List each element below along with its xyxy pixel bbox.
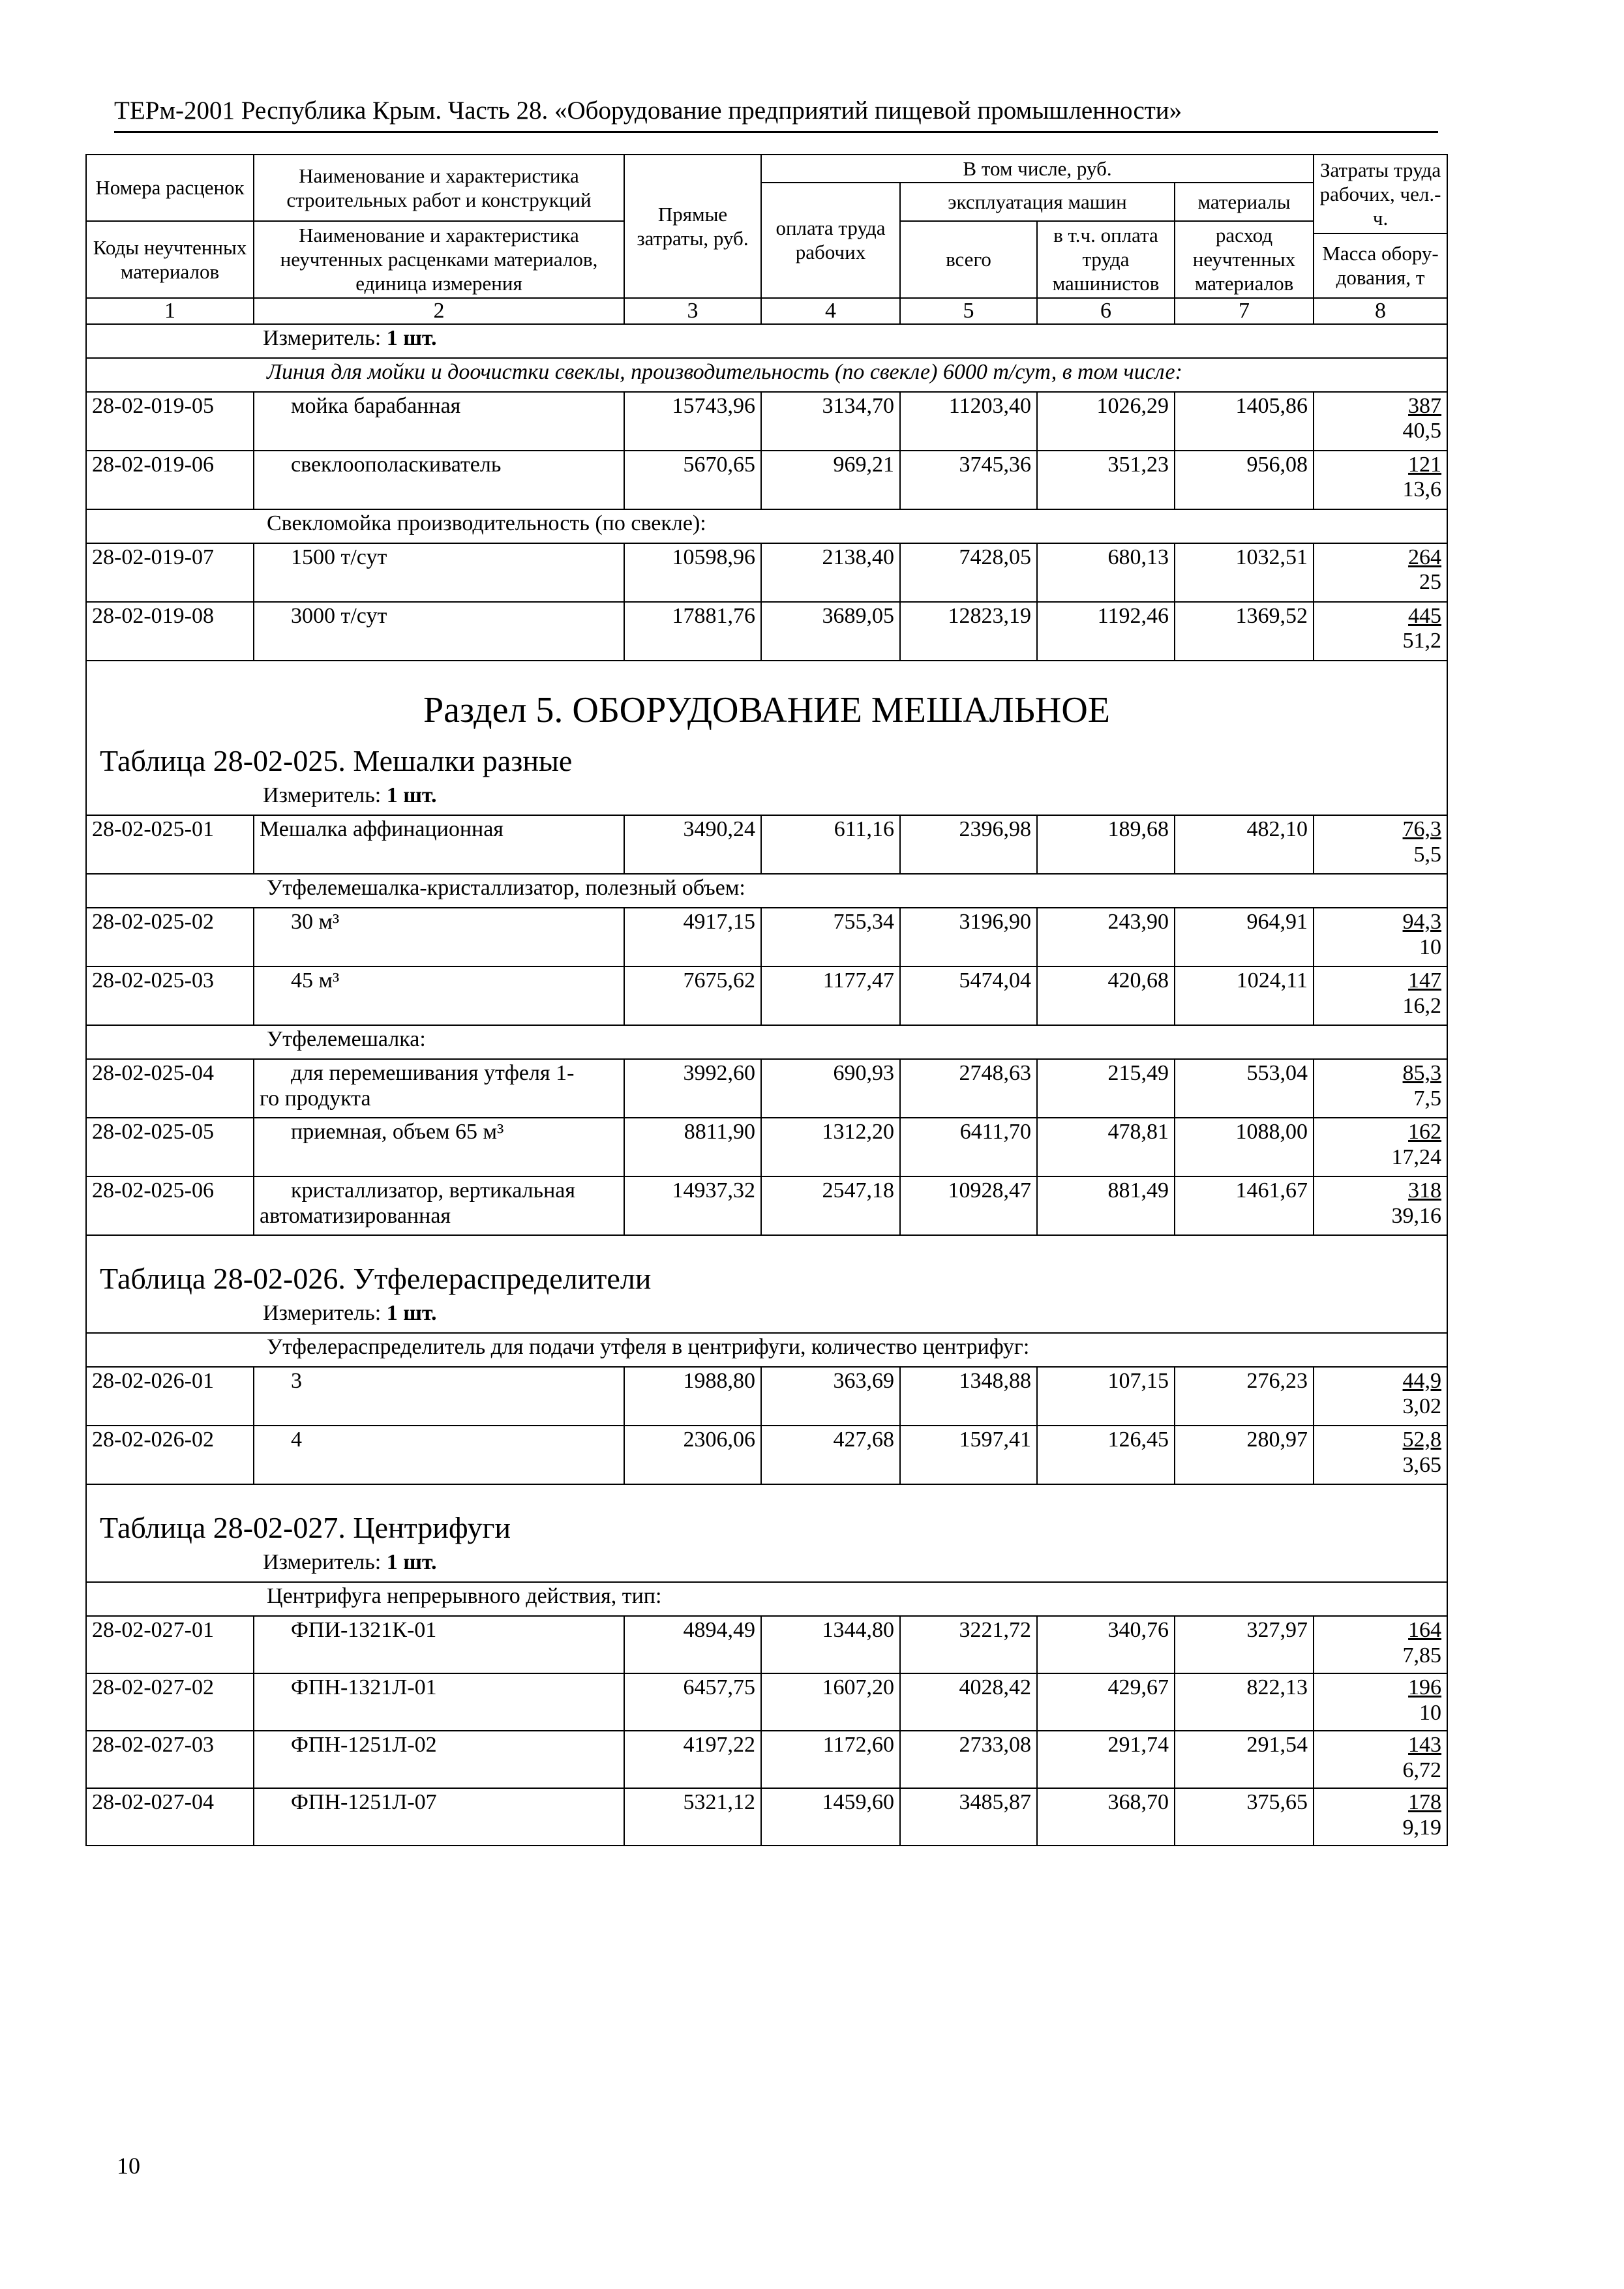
rate-name — [254, 1176, 624, 1235]
measure-unit: 1 шт. — [386, 1550, 437, 1575]
machine-labor-cost: 1026,29 — [1037, 392, 1175, 451]
equipment-mass: 7,5 — [1413, 1086, 1442, 1111]
rate-code: 28-02-026-01 — [86, 1367, 254, 1426]
direct-cost: 17881,76 — [624, 602, 761, 661]
machine-labor-cost: 1192,46 — [1037, 602, 1175, 661]
materials-cost: 553,04 — [1175, 1059, 1314, 1118]
rate-code: 28-02-027-02 — [86, 1673, 254, 1731]
table-title: Таблица 28-02-026. Утфелераспределители — [86, 1235, 1447, 1300]
measure-unit: 1 шт. — [386, 325, 437, 350]
labor-hours-mass — [1314, 908, 1447, 966]
labor-hours-mass — [1314, 1059, 1447, 1118]
rate-name — [254, 1118, 624, 1176]
materials-cost: 280,97 — [1175, 1426, 1314, 1484]
labor-hours: 94,3 — [1402, 910, 1442, 935]
rate-name: 30 м³ — [254, 908, 624, 966]
labor-cost: 1172,60 — [761, 1731, 900, 1788]
table-row — [86, 543, 1447, 602]
measure-row — [86, 1300, 1447, 1333]
equipment-mass: 51,2 — [1402, 629, 1442, 653]
equipment-mass: 17,24 — [1391, 1144, 1442, 1169]
table-row — [86, 908, 1447, 966]
measure-unit: 1 шт. — [386, 783, 437, 808]
machine-cost: 3745,36 — [900, 451, 1037, 509]
group-title: Центрифуга непрерывного действия, тип: — [86, 1582, 1447, 1616]
labor-hours: 196 — [1408, 1675, 1442, 1700]
labor-hours: 162 — [1408, 1120, 1442, 1144]
labor-cost: 1344,80 — [761, 1616, 900, 1673]
labor-hours-mass — [1314, 815, 1447, 874]
machine-cost: 10928,47 — [900, 1176, 1037, 1235]
machine-cost: 2748,63 — [900, 1059, 1037, 1118]
table-row — [86, 1367, 1447, 1426]
measure-label: Измеритель: — [263, 783, 382, 808]
materials-cost: 375,65 — [1175, 1788, 1314, 1846]
measure-row — [86, 782, 1447, 815]
rate-name-line: автоматизированная — [260, 1203, 451, 1228]
equipment-mass: 7,85 — [1402, 1643, 1442, 1668]
labor-cost: 363,69 — [761, 1367, 900, 1426]
machine-labor-cost: 189,68 — [1037, 815, 1175, 874]
rate-code: 28-02-027-01 — [86, 1616, 254, 1673]
col-number: 1 — [86, 298, 254, 324]
materials-cost: 1024,11 — [1175, 966, 1314, 1025]
group-title: Утфелемешалка: — [86, 1025, 1447, 1059]
labor-hours: 44,9 — [1402, 1369, 1442, 1394]
equipment-mass: 3,65 — [1402, 1452, 1442, 1477]
rate-name: 45 м³ — [254, 966, 624, 1025]
col1-bottom-header: Коды неучтенных материалов — [86, 221, 254, 298]
labor-hours-mass — [1314, 543, 1447, 602]
rate-name-line: го продукта — [260, 1086, 371, 1111]
labor-hours: 387 — [1408, 393, 1442, 418]
rate-code: 28-02-027-03 — [86, 1731, 254, 1788]
machine-labor-cost: 340,76 — [1037, 1616, 1175, 1673]
machine-labor-cost: 429,67 — [1037, 1673, 1175, 1731]
table-row — [86, 1616, 1447, 1673]
group-row — [86, 1025, 1447, 1059]
labor-hours-mass — [1314, 1673, 1447, 1731]
rate-name: 1500 т/сут — [254, 543, 624, 602]
col1-top-header: Номера расценок — [86, 155, 254, 221]
col7-header: расход неучтенных материалов — [1175, 221, 1314, 298]
materials-cost: 964,91 — [1175, 908, 1314, 966]
machine-cost: 1348,88 — [900, 1367, 1037, 1426]
rate-name-line: кристаллизатор, вертикальная — [291, 1178, 575, 1203]
direct-cost: 7675,62 — [624, 966, 761, 1025]
materials-cost: 1461,67 — [1175, 1176, 1314, 1235]
rate-name: ФПИ-1321К-01 — [254, 1616, 624, 1673]
rate-code: 28-02-025-04 — [86, 1059, 254, 1118]
machine-labor-cost: 107,15 — [1037, 1367, 1175, 1426]
labor-cost: 1312,20 — [761, 1118, 900, 1176]
materials-cost: 327,97 — [1175, 1616, 1314, 1673]
labor-hours-mass — [1314, 1118, 1447, 1176]
page-number: 10 — [117, 2153, 140, 2179]
rate-name: ФПН-1321Л-01 — [254, 1673, 624, 1731]
group-row — [86, 358, 1447, 392]
labor-cost: 1607,20 — [761, 1673, 900, 1731]
machine-cost: 6411,70 — [900, 1118, 1037, 1176]
materials-cost: 291,54 — [1175, 1731, 1314, 1788]
materials-cost: 482,10 — [1175, 815, 1314, 874]
materials-cost: 1369,52 — [1175, 602, 1314, 661]
machine-labor-cost: 420,68 — [1037, 966, 1175, 1025]
rate-code: 28-02-019-07 — [86, 543, 254, 602]
column-header-row-1 — [86, 155, 1447, 183]
col-number: 7 — [1175, 298, 1314, 324]
labor-cost: 2547,18 — [761, 1176, 900, 1235]
materials-cost: 276,23 — [1175, 1367, 1314, 1426]
rate-code: 28-02-025-06 — [86, 1176, 254, 1235]
machine-labor-cost: 126,45 — [1037, 1426, 1175, 1484]
incl-header: В том числе, руб. — [761, 155, 1314, 183]
direct-cost: 5670,65 — [624, 451, 761, 509]
table-row — [86, 966, 1447, 1025]
direct-cost: 5321,12 — [624, 1788, 761, 1846]
labor-hours-mass — [1314, 392, 1447, 451]
direct-cost: 4197,22 — [624, 1731, 761, 1788]
labor-hours: 264 — [1408, 545, 1442, 569]
section-title-row — [86, 661, 1447, 738]
materials-cost: 1088,00 — [1175, 1118, 1314, 1176]
labor-hours: 76,3 — [1402, 817, 1442, 842]
table-row — [86, 602, 1447, 661]
machine-cost: 12823,19 — [900, 602, 1037, 661]
col3-header: Прямые затраты, руб. — [624, 155, 761, 298]
machine-cost: 3221,72 — [900, 1616, 1037, 1673]
rate-name-line: приемная, объем 65 м³ — [291, 1120, 504, 1144]
equipment-mass: 10 — [1419, 1700, 1442, 1725]
col5-header: всего — [900, 221, 1037, 298]
measure-label: Измеритель: — [263, 325, 382, 350]
machine-labor-cost: 243,90 — [1037, 908, 1175, 966]
measure-unit: 1 шт. — [386, 1301, 437, 1326]
direct-cost: 3490,24 — [624, 815, 761, 874]
col8-bottom-header: Масса обору-дования, т — [1314, 233, 1447, 297]
equipment-mass: 6,72 — [1402, 1758, 1442, 1782]
materials-header: материалы — [1175, 183, 1314, 221]
equipment-mass: 16,2 — [1402, 993, 1442, 1018]
machine-cost: 11203,40 — [900, 392, 1037, 451]
machine-labor-cost: 881,49 — [1037, 1176, 1175, 1235]
measure-label: Измеритель: — [263, 1550, 382, 1575]
materials-cost: 1405,86 — [1175, 392, 1314, 451]
rate-name: 4 — [254, 1426, 624, 1484]
labor-hours-mass — [1314, 1788, 1447, 1846]
table-row — [86, 1059, 1447, 1118]
labor-hours: 318 — [1408, 1178, 1442, 1203]
machine-cost: 3485,87 — [900, 1788, 1037, 1846]
labor-cost: 611,16 — [761, 815, 900, 874]
measure-row — [86, 1549, 1447, 1582]
table-row — [86, 1176, 1447, 1235]
machine-labor-cost: 291,74 — [1037, 1731, 1175, 1788]
direct-cost: 4894,49 — [624, 1616, 761, 1673]
direct-cost: 6457,75 — [624, 1673, 761, 1731]
labor-hours: 85,3 — [1402, 1061, 1442, 1086]
group-title: Утфелераспределитель для подачи утфеля в центрифуги, количество центрифуг: — [86, 1333, 1447, 1367]
labor-cost: 3134,70 — [761, 392, 900, 451]
group-row — [86, 509, 1447, 543]
equipment-mass: 5,5 — [1413, 842, 1442, 867]
col-number: 4 — [761, 298, 900, 324]
table-row — [86, 1788, 1447, 1846]
labor-hours: 178 — [1408, 1790, 1442, 1815]
labor-cost: 690,93 — [761, 1059, 900, 1118]
machines-header: эксплуатация машин — [900, 183, 1175, 221]
labor-hours: 143 — [1408, 1733, 1442, 1758]
rate-name: ФПН-1251Л-02 — [254, 1731, 624, 1788]
col-number: 5 — [900, 298, 1037, 324]
table-title-row — [86, 738, 1447, 782]
rate-name: мойка барабанная — [254, 392, 624, 451]
col-number: 6 — [1037, 298, 1175, 324]
col-number: 3 — [624, 298, 761, 324]
col2-bottom-header: Наименование и характеристика неучтенных расценками материалов, единица измерения — [254, 221, 624, 298]
machine-cost: 1597,41 — [900, 1426, 1037, 1484]
machine-labor-cost: 215,49 — [1037, 1059, 1175, 1118]
equipment-mass: 9,19 — [1402, 1815, 1442, 1840]
rate-name-line: для перемешивания утфеля 1- — [291, 1061, 575, 1086]
machine-labor-cost: 351,23 — [1037, 451, 1175, 509]
rate-code: 28-02-025-05 — [86, 1118, 254, 1176]
materials-cost: 1032,51 — [1175, 543, 1314, 602]
col-number: 2 — [254, 298, 624, 324]
equipment-mass: 10 — [1419, 935, 1442, 959]
equipment-mass: 40,5 — [1402, 419, 1442, 443]
equipment-mass: 3,02 — [1402, 1394, 1442, 1418]
labor-cost: 1177,47 — [761, 966, 900, 1025]
materials-cost: 956,08 — [1175, 451, 1314, 509]
page-header: ТЕРм-2001 Республика Крым. Часть 28. «Оборудование предприятий пищевой промышленности» — [114, 98, 1438, 133]
rate-code: 28-02-025-02 — [86, 908, 254, 966]
equipment-mass: 25 — [1419, 570, 1442, 595]
equipment-mass: 39,16 — [1391, 1203, 1442, 1228]
group-title: Линия для мойки и доочистки свеклы, производительность (по свекле) 6000 т/сут, в том числе: — [86, 358, 1447, 392]
direct-cost: 8811,90 — [624, 1118, 761, 1176]
machine-cost: 4028,42 — [900, 1673, 1037, 1731]
direct-cost: 14937,32 — [624, 1176, 761, 1235]
direct-cost: 15743,96 — [624, 392, 761, 451]
labor-hours: 121 — [1408, 452, 1442, 477]
direct-cost: 10598,96 — [624, 543, 761, 602]
labor-hours: 52,8 — [1402, 1428, 1442, 1452]
table-title-row — [86, 1235, 1447, 1300]
rate-code: 28-02-019-06 — [86, 451, 254, 509]
table-row — [86, 1673, 1447, 1731]
materials-cost: 822,13 — [1175, 1673, 1314, 1731]
labor-hours-mass — [1314, 1731, 1447, 1788]
labor-cost: 3689,05 — [761, 602, 900, 661]
machine-labor-cost: 478,81 — [1037, 1118, 1175, 1176]
group-title: Свекломойка производительность (по свекле): — [86, 509, 1447, 543]
col4-header: оплата труда рабочих — [761, 183, 900, 297]
equipment-mass: 13,6 — [1402, 477, 1442, 502]
table-title: Таблица 28-02-027. Центрифуги — [86, 1484, 1447, 1549]
direct-cost: 2306,06 — [624, 1426, 761, 1484]
labor-hours: 164 — [1408, 1618, 1442, 1643]
rate-code: 28-02-026-02 — [86, 1426, 254, 1484]
rate-code: 28-02-019-05 — [86, 392, 254, 451]
labor-hours: 445 — [1408, 603, 1442, 628]
table-row — [86, 1118, 1447, 1176]
rate-name: 3000 т/сут — [254, 602, 624, 661]
machine-cost: 2396,98 — [900, 815, 1037, 874]
table-row — [86, 451, 1447, 509]
measure-row — [86, 324, 1447, 358]
labor-hours-mass — [1314, 451, 1447, 509]
rate-code: 28-02-027-04 — [86, 1788, 254, 1846]
labor-hours-mass — [1314, 1367, 1447, 1426]
table-title-row — [86, 1484, 1447, 1549]
group-row — [86, 1582, 1447, 1616]
col8-top-header: Затраты труда рабочих, чел.-ч. — [1314, 155, 1447, 233]
group-title: Утфелемешалка-кристаллизатор, полезный объем: — [86, 874, 1447, 908]
labor-cost: 1459,60 — [761, 1788, 900, 1846]
rate-code: 28-02-025-01 — [86, 815, 254, 874]
labor-cost: 427,68 — [761, 1426, 900, 1484]
machine-labor-cost: 680,13 — [1037, 543, 1175, 602]
section-title: Раздел 5. ОБОРУДОВАНИЕ МЕШАЛЬНОЕ — [86, 661, 1447, 738]
table-row — [86, 1731, 1447, 1788]
labor-hours-mass — [1314, 1426, 1447, 1484]
table-row — [86, 1426, 1447, 1484]
machine-labor-cost: 368,70 — [1037, 1788, 1175, 1846]
col-number: 8 — [1314, 298, 1447, 324]
rate-code: 28-02-025-03 — [86, 966, 254, 1025]
machine-cost: 2733,08 — [900, 1731, 1037, 1788]
rate-name: свеклоополаскиватель — [254, 451, 624, 509]
labor-hours-mass — [1314, 602, 1447, 661]
group-row — [86, 874, 1447, 908]
rate-name: ФПН-1251Л-07 — [254, 1788, 624, 1846]
col6-header: в т.ч. оплата труда машинистов — [1037, 221, 1175, 298]
labor-hours-mass — [1314, 966, 1447, 1025]
labor-cost: 969,21 — [761, 451, 900, 509]
machine-cost: 3196,90 — [900, 908, 1037, 966]
labor-hours: 147 — [1408, 968, 1442, 993]
table-title: Таблица 28-02-025. Мешалки разные — [86, 738, 1447, 782]
labor-hours-mass — [1314, 1176, 1447, 1235]
col2-top-header: Наименование и характеристика строительных работ и конструкций — [254, 155, 624, 221]
rate-name: Мешалка аффинационная — [254, 815, 624, 874]
machine-cost: 5474,04 — [900, 966, 1037, 1025]
rate-code: 28-02-019-08 — [86, 602, 254, 661]
labor-cost: 2138,40 — [761, 543, 900, 602]
direct-cost: 1988,80 — [624, 1367, 761, 1426]
group-row — [86, 1333, 1447, 1367]
labor-cost: 755,34 — [761, 908, 900, 966]
column-number-row — [86, 298, 1447, 324]
table-row — [86, 392, 1447, 451]
machine-cost: 7428,05 — [900, 543, 1037, 602]
rates-table — [85, 154, 1448, 1846]
measure-label: Измеритель: — [263, 1301, 382, 1326]
direct-cost: 4917,15 — [624, 908, 761, 966]
rate-name — [254, 1059, 624, 1118]
rate-name: 3 — [254, 1367, 624, 1426]
direct-cost: 3992,60 — [624, 1059, 761, 1118]
table-row — [86, 815, 1447, 874]
labor-hours-mass — [1314, 1616, 1447, 1673]
